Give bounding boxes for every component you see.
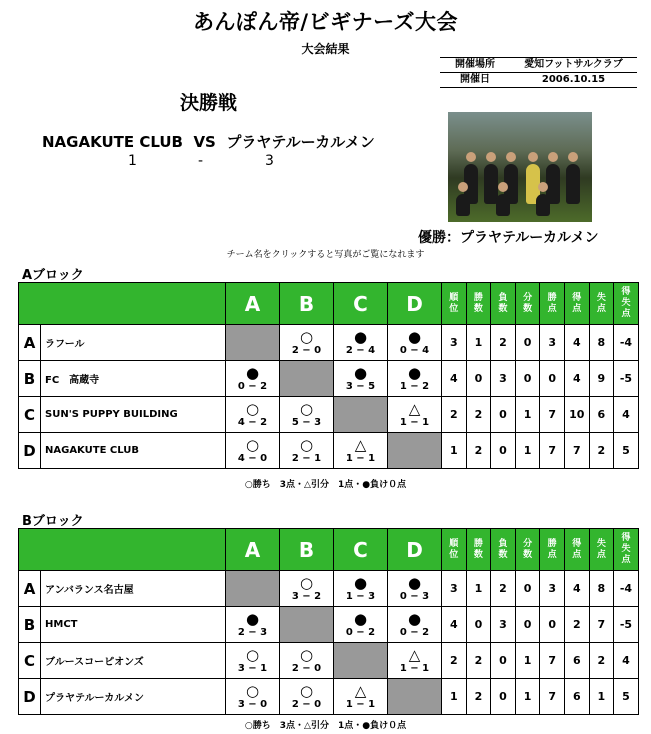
stat-value: 2	[442, 397, 467, 433]
result-score: 4 − 0	[237, 452, 268, 464]
stat-value: 2	[466, 643, 491, 679]
result-symbol: ○	[299, 399, 314, 418]
stat-value: 2	[466, 433, 491, 469]
stat-value: 3	[540, 325, 565, 361]
table-row	[19, 607, 639, 643]
row-key: B	[19, 361, 41, 397]
column-header-b: B	[280, 529, 334, 571]
match-result-cell	[334, 325, 388, 361]
team-photo	[448, 112, 592, 222]
self-match-cell	[388, 433, 442, 469]
result-score: 0 − 4	[399, 344, 430, 356]
match-result-cell	[388, 607, 442, 643]
column-header-a: A	[226, 283, 280, 325]
match-result-cell	[280, 433, 334, 469]
result-score: 2 − 1	[291, 452, 322, 464]
result-score: 2 − 4	[345, 344, 376, 356]
date-label: 開催日	[460, 74, 490, 85]
result-score: 0 − 3	[399, 590, 430, 602]
match-result-cell	[334, 361, 388, 397]
final-heading: 決勝戦	[180, 92, 238, 114]
final-match-line	[42, 131, 375, 152]
stat-value: 0	[491, 397, 516, 433]
table-header-row	[19, 529, 639, 571]
stat-value: 4	[564, 571, 589, 607]
self-match-cell	[226, 325, 280, 361]
result-score: 5 − 3	[291, 416, 322, 428]
stat-value: 4	[442, 361, 467, 397]
final-score-home: 1	[128, 153, 137, 169]
result-score: 3 − 1	[237, 662, 268, 674]
match-result-cell	[280, 643, 334, 679]
match-result-cell	[280, 325, 334, 361]
date-value: 2006.10.15	[541, 74, 606, 85]
match-result-cell	[226, 361, 280, 397]
result-symbol: ○	[245, 435, 260, 454]
result-score: 2 − 0	[291, 662, 322, 674]
match-result-cell	[334, 679, 388, 715]
self-match-cell	[226, 571, 280, 607]
block-b-title: Bブロック	[22, 514, 84, 529]
table-row	[19, 679, 639, 715]
stat-value: 3	[442, 325, 467, 361]
stat-value: 7	[564, 433, 589, 469]
result-symbol: ●	[245, 363, 260, 382]
row-key: B	[19, 607, 41, 643]
table-row	[19, 571, 639, 607]
stat-value: 6	[564, 679, 589, 715]
stat-header: 順 位	[442, 529, 467, 571]
stat-header: 勝 数	[466, 283, 491, 325]
stat-value: 0	[515, 361, 540, 397]
stat-value: 5	[614, 679, 639, 715]
result-symbol: △	[408, 399, 421, 418]
table-row	[19, 361, 639, 397]
row-key: D	[19, 433, 41, 469]
stat-header: 勝 点	[540, 283, 565, 325]
result-score: 2 − 3	[237, 626, 268, 638]
match-result-cell	[280, 397, 334, 433]
result-symbol: ○	[299, 573, 314, 592]
team-name-link[interactable]: ラフール	[41, 325, 226, 361]
match-result-cell	[388, 397, 442, 433]
stat-value: 2	[491, 571, 516, 607]
match-result-cell	[226, 397, 280, 433]
result-symbol: ○	[245, 645, 260, 664]
row-key: A	[19, 325, 41, 361]
stat-value: 7	[540, 679, 565, 715]
final-team-home: NAGAKUTE CLUB	[42, 133, 183, 151]
stat-value: 6	[589, 397, 614, 433]
result-symbol: ●	[353, 609, 368, 628]
stat-value: -4	[614, 571, 639, 607]
result-score: 2 − 0	[291, 344, 322, 356]
stat-value: 1	[466, 325, 491, 361]
stat-value: 1	[442, 679, 467, 715]
block-b-table	[18, 528, 639, 715]
column-header-b: B	[280, 283, 334, 325]
stat-value: -5	[614, 361, 639, 397]
stat-header: 失 点	[589, 529, 614, 571]
result-symbol: △	[408, 645, 421, 664]
table-row	[19, 643, 639, 679]
result-symbol: ●	[407, 327, 422, 346]
result-symbol: ●	[353, 327, 368, 346]
result-symbol: △	[354, 435, 367, 454]
stat-value: 0	[515, 325, 540, 361]
stat-value: 0	[540, 361, 565, 397]
result-score: 1 − 1	[345, 698, 376, 710]
stat-value: 3	[491, 607, 516, 643]
result-score: 1 − 3	[345, 590, 376, 602]
table-header-row	[19, 283, 639, 325]
stat-header: 失 点	[589, 283, 614, 325]
column-header-c: C	[334, 283, 388, 325]
stat-value: 0	[466, 361, 491, 397]
column-header-d: D	[388, 283, 442, 325]
block-a-legend: ○勝ち 3点・△引分 1点・●負け０点	[244, 480, 407, 490]
match-result-cell	[388, 361, 442, 397]
column-header-c: C	[334, 529, 388, 571]
stat-header: 負 数	[491, 529, 516, 571]
stat-value: -5	[614, 607, 639, 643]
stat-header: 分 数	[515, 283, 540, 325]
stat-value: 4	[614, 643, 639, 679]
stat-value: 2	[466, 397, 491, 433]
match-result-cell	[334, 433, 388, 469]
match-result-cell	[280, 679, 334, 715]
venue-label: 開催場所	[455, 59, 495, 70]
row-key: A	[19, 571, 41, 607]
stat-value: 0	[491, 679, 516, 715]
result-symbol: ○	[299, 327, 314, 346]
match-result-cell	[334, 607, 388, 643]
stat-header: 順 位	[442, 283, 467, 325]
team-name-link[interactable]: プラヤテルーカルメン	[41, 679, 226, 715]
stat-header: 得 点	[564, 283, 589, 325]
match-result-cell	[334, 571, 388, 607]
stat-header: 負 数	[491, 283, 516, 325]
stat-value: 2	[466, 679, 491, 715]
stat-value: 9	[589, 361, 614, 397]
stat-header: 勝 数	[466, 529, 491, 571]
match-result-cell	[226, 679, 280, 715]
result-symbol: ●	[353, 363, 368, 382]
block-b-legend: ○勝ち 3点・△引分 1点・●負け０点	[244, 721, 407, 731]
event-info-box	[440, 57, 637, 88]
stat-value: 1	[466, 571, 491, 607]
stat-value: 1	[515, 679, 540, 715]
stat-value: 2	[589, 643, 614, 679]
result-score: 4 − 2	[237, 416, 268, 428]
result-score: 0 − 2	[345, 626, 376, 638]
final-score-separator: -	[198, 153, 204, 169]
stat-value: 3	[540, 571, 565, 607]
result-symbol: ●	[245, 609, 260, 628]
result-symbol: △	[354, 681, 367, 700]
stat-value: 2	[564, 607, 589, 643]
stat-header: 得 点	[564, 529, 589, 571]
result-score: 3 − 0	[237, 698, 268, 710]
stat-value: 3	[442, 571, 467, 607]
team-name-link[interactable]: FC 高蔵寺	[41, 361, 226, 397]
result-symbol: ●	[353, 573, 368, 592]
stat-value: 3	[491, 361, 516, 397]
date-row	[440, 72, 637, 87]
stat-value: 7	[589, 607, 614, 643]
block-a-title: Aブロック	[22, 268, 84, 283]
row-key: C	[19, 643, 41, 679]
result-symbol: ○	[245, 681, 260, 700]
final-vs: VS	[193, 133, 216, 151]
team-name-link[interactable]: SUN'S PUPPY BUILDING	[41, 397, 226, 433]
result-score: 3 − 2	[291, 590, 322, 602]
stat-value: 0	[540, 607, 565, 643]
header-corner	[19, 529, 226, 571]
self-match-cell	[334, 397, 388, 433]
row-key: C	[19, 397, 41, 433]
stat-value: 7	[540, 433, 565, 469]
stat-value: 2	[442, 643, 467, 679]
stat-value: 0	[515, 607, 540, 643]
team-name-link[interactable]: NAGAKUTE CLUB	[41, 433, 226, 469]
stat-value: 1	[589, 679, 614, 715]
result-score: 0 − 2	[237, 380, 268, 392]
result-symbol: ●	[407, 609, 422, 628]
row-key: D	[19, 679, 41, 715]
photo-click-note: チーム名をクリックすると写真がご覧になれます	[226, 250, 425, 260]
result-score: 0 − 2	[399, 626, 430, 638]
stat-value: 2	[589, 433, 614, 469]
result-symbol: ●	[407, 573, 422, 592]
match-result-cell	[226, 607, 280, 643]
result-score: 1 − 1	[399, 416, 430, 428]
result-score: 1 − 1	[345, 452, 376, 464]
stat-value: 4	[564, 325, 589, 361]
stat-header: 勝 点	[540, 529, 565, 571]
venue-row	[440, 58, 637, 72]
match-result-cell	[388, 325, 442, 361]
stat-value: 4	[614, 397, 639, 433]
self-match-cell	[280, 361, 334, 397]
venue-value: 愛知フットサルクラブ	[524, 59, 623, 70]
stat-value: 10	[564, 397, 589, 433]
stat-value: 0	[466, 607, 491, 643]
stat-value: 1	[515, 397, 540, 433]
result-score: 3 − 5	[345, 380, 376, 392]
table-row	[19, 397, 639, 433]
team-name-link[interactable]: アンバランス名古屋	[41, 571, 226, 607]
self-match-cell	[280, 607, 334, 643]
team-name-link[interactable]: HMCT	[41, 607, 226, 643]
stat-value: 4	[442, 607, 467, 643]
winner-text: 優勝：プラヤテルーカルメン	[418, 230, 599, 246]
result-score: 1 − 1	[399, 662, 430, 674]
stat-value: 4	[564, 361, 589, 397]
stat-value: 8	[589, 571, 614, 607]
self-match-cell	[388, 679, 442, 715]
self-match-cell	[334, 643, 388, 679]
stat-value: 0	[515, 571, 540, 607]
table-row	[19, 325, 639, 361]
result-symbol: ○	[299, 645, 314, 664]
header-corner	[19, 283, 226, 325]
stat-value: 1	[442, 433, 467, 469]
stat-value: 6	[564, 643, 589, 679]
match-result-cell	[226, 433, 280, 469]
stat-value: 0	[491, 643, 516, 679]
stat-value: 5	[614, 433, 639, 469]
stat-value: 1	[515, 643, 540, 679]
result-symbol: ○	[245, 399, 260, 418]
stat-value: 1	[515, 433, 540, 469]
stat-value: 7	[540, 643, 565, 679]
final-score-away: 3	[265, 153, 274, 169]
stat-header: 分 数	[515, 529, 540, 571]
stat-header: 得 失 点	[614, 283, 639, 325]
match-result-cell	[226, 643, 280, 679]
final-team-away: プラヤテルーカルメン	[226, 133, 375, 151]
match-result-cell	[388, 571, 442, 607]
stat-header: 得 失 点	[614, 529, 639, 571]
stat-value: 2	[491, 325, 516, 361]
stat-value: 0	[491, 433, 516, 469]
result-score: 1 − 2	[399, 380, 430, 392]
result-score: 2 − 0	[291, 698, 322, 710]
block-a-table	[18, 282, 639, 469]
match-result-cell	[280, 571, 334, 607]
result-symbol: ●	[407, 363, 422, 382]
column-header-d: D	[388, 529, 442, 571]
result-symbol: ○	[299, 435, 314, 454]
column-header-a: A	[226, 529, 280, 571]
result-symbol: ○	[299, 681, 314, 700]
stat-value: 7	[540, 397, 565, 433]
stat-value: 8	[589, 325, 614, 361]
match-result-cell	[388, 643, 442, 679]
page-title: あんぽん帝/ビギナーズ大会	[192, 10, 459, 34]
table-row	[19, 433, 639, 469]
stat-value: -4	[614, 325, 639, 361]
page-subtitle: 大会結果	[301, 42, 350, 56]
team-name-link[interactable]: ブルースコーピオンズ	[41, 643, 226, 679]
